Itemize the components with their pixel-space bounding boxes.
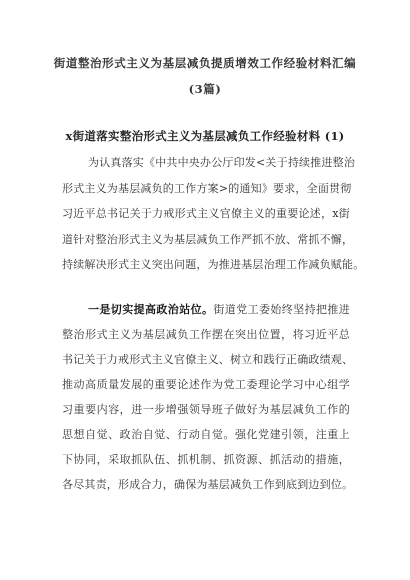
paragraph-2-lead: 一是切实提高政治站位。 <box>88 303 214 316</box>
paragraph-2-line: 各尽其责，形成合力，确保为基层减负工作到底到边到位。 <box>62 478 354 491</box>
paragraph-2-line: 思想自觉、政治自觉、行动自觉。强化党建引领，注重上 <box>62 428 350 441</box>
paragraph-2-text: 街道党工委始终坚持把推进 <box>213 303 351 316</box>
paragraph-1-line: 持续解决形式主义突出问题，为推进基层治理工作减负赋能。 <box>62 258 365 271</box>
paragraph-2-line <box>88 303 350 317</box>
section-title: x街道落实整治形式主义为基层减负工作经验材料 (1) <box>65 129 345 143</box>
document-title-count: (3篇) <box>188 82 222 96</box>
paragraph-1-line: 道针对整治形式主义为基层减负工作严抓不放、常抓不懈， <box>62 233 354 246</box>
paragraph-2-line: 推动高质量发展的重要论述作为党工委理论学习中心组学 <box>62 378 350 391</box>
paragraph-2-line: 整治形式主义为基层减负工作摆在突出位置，将习近平总 <box>62 328 350 341</box>
paragraph-2-line: 下协同，采取抓队伍、抓机制、抓资源、抓活动的措施， <box>62 453 350 466</box>
paragraph-2-line: 习重要内容，进一步增强领导班子做好为基层减负工作的 <box>62 403 350 416</box>
paragraph-1-line: 为认真落实《中共中央办公厅印发<关于持续推进整治 <box>88 156 356 169</box>
document-title: 街道整治形式主义为基层减负提质增效工作经验材料汇编 <box>53 56 357 70</box>
paragraph-1-line: 形式主义为基层减负的工作方案>的通知》要求，全面贯彻 <box>62 182 352 195</box>
paragraph-2-line: 书记关于力戒形式主义官僚主义、树立和践行正确政绩观、 <box>62 353 354 366</box>
paragraph-1-line: 习近平总书记关于力戒形式主义官僚主义的重要论述，x街 <box>62 207 350 220</box>
